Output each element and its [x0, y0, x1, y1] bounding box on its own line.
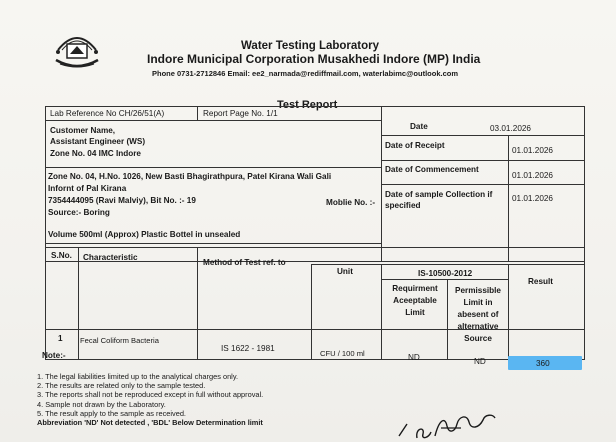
municipal-emblem-logo	[52, 30, 102, 72]
notes-list	[37, 372, 263, 427]
note-5: 5. The result apply to the sample as received.	[37, 408, 186, 418]
contact-line: Phone 0731-2712846 Email: ee2_narmada@rediffmail.com, waterlabimc@outlook.com	[152, 69, 458, 78]
col-header-permissible-2: Limit in	[463, 298, 493, 307]
note-4: 4. Sample not drawn by the Laboratory.	[37, 399, 166, 409]
note-1: 1. The legal liabilities limited up to the analytical charges only.	[37, 372, 239, 381]
date-label: Date	[410, 122, 428, 131]
address-line-3: 7354444095 (Ravi Malviy), Bit No. :- 19	[48, 196, 196, 205]
address-line-1: Zone No. 04, H.No. 1026, New Basti Bhagirathpura, Patel Kirana Wali Gali	[48, 172, 332, 181]
row-1-requirement: ND	[408, 353, 420, 362]
row-1-characteristic: Fecal Coliform Bacteria	[80, 336, 159, 345]
col-header-requirement-3: Limit	[405, 308, 425, 317]
handwritten-signature	[395, 402, 505, 442]
col-header-permissible-3: abesent of	[457, 310, 499, 319]
collection-value: 01.01.2026	[512, 194, 553, 203]
row-1-sno: 1	[58, 334, 63, 343]
lab-title: Water Testing Laboratory	[241, 40, 380, 52]
customer-line-1: Customer Name,	[50, 126, 116, 135]
lab-reference: Lab Reference No CH/26/51(A)	[50, 109, 165, 118]
col-header-standard: IS-10500-2012	[418, 269, 473, 278]
col-header-result: Result	[528, 277, 554, 286]
address-line-5: Volume 500ml (Approx) Plastic Bottel in unsealed	[48, 230, 241, 239]
col-header-sno: S.No.	[51, 251, 72, 260]
address-line-2: Infornt of Pal Kirana	[48, 184, 127, 193]
row-1-result: 360	[536, 359, 550, 368]
col-header-permissible-1: Permissible	[455, 286, 501, 295]
receipt-label: Date of Receipt	[385, 141, 445, 150]
report-title: Test Report	[277, 99, 338, 111]
organization-name: Indore Municipal Corporation Musakhedi Indore (MP) India	[147, 52, 481, 66]
row-1-unit: CFU / 100 ml	[320, 349, 365, 358]
note-abbreviation: Abbreviation 'ND' Not detected , 'BDL' Below Determination limit	[37, 418, 263, 428]
collection-label: Date of sample Collection if	[385, 190, 493, 199]
col-header-permissible-4: alternative	[457, 322, 499, 331]
date-value: 03.01.2026	[490, 124, 531, 133]
note-3: 3. The reports shall not be reproduced except in full without approval.	[37, 390, 264, 400]
col-header-unit: Unit	[337, 267, 353, 276]
commencement-label: Date of Commencement	[385, 165, 479, 174]
report-page-number: Report Page No. 1/1	[203, 109, 278, 118]
address-line-4: Source:- Boring	[48, 208, 110, 217]
customer-line-2: Assistant Engineer (WS)	[50, 137, 146, 146]
note-2: 2. The results are related only to the sample tested.	[37, 381, 206, 391]
note-label: Note:-	[42, 351, 66, 360]
col-header-permissible-5: Source	[464, 334, 492, 343]
col-header-requirement-1: Requirment	[392, 284, 438, 293]
col-header-method: Method of Test ref. to	[203, 258, 286, 267]
col-header-characteristic: Characteristic	[83, 253, 138, 262]
mobile-label: Moblie No. :-	[326, 198, 376, 207]
receipt-value: 01.01.2026	[512, 146, 553, 155]
customer-line-3: Zone No. 04 IMC Indore	[50, 149, 141, 158]
row-1-permissible: ND	[474, 357, 486, 366]
col-header-requirement-2: Aceeptable	[393, 296, 437, 305]
row-1-method: IS 1622 - 1981	[221, 344, 275, 353]
commencement-value: 01.01.2026	[512, 171, 553, 180]
collection-value-left: specified	[385, 201, 421, 210]
